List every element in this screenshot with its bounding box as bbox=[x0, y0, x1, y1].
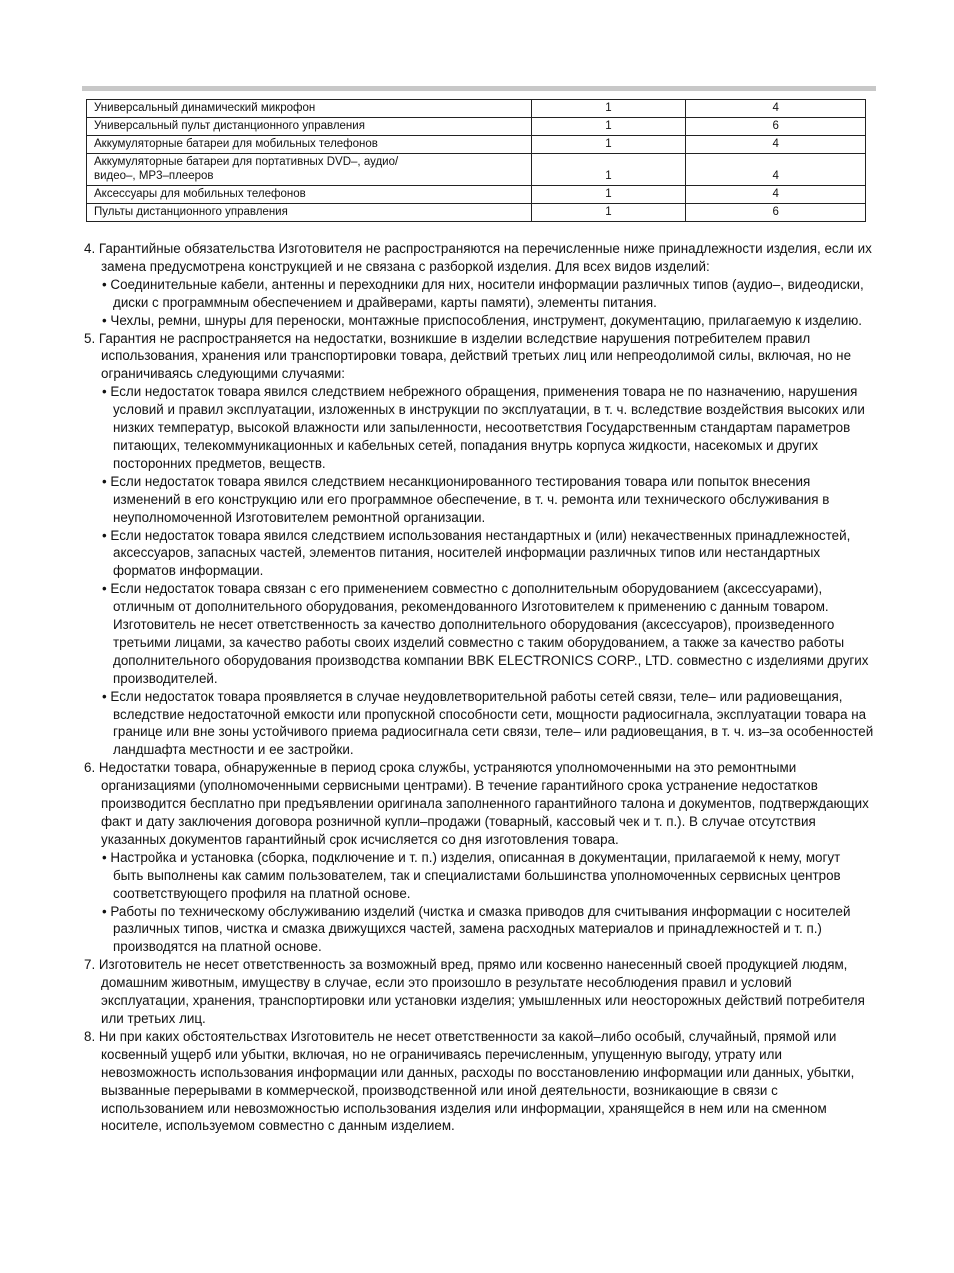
value-cell: 4 bbox=[686, 136, 866, 154]
clause-4-bullet: • Чехлы, ремни, шнуры для переноски, монтажные приспособления, инструмент, документацию, прилагаемую к изделию. bbox=[102, 312, 862, 328]
value-cell: 1 bbox=[531, 204, 686, 222]
value-cell: 1 bbox=[531, 136, 686, 154]
clause-6-bullet: • Работы по техническому обслуживанию изделий (чистка и смазка приводов для считывания информации с носителей различных типов, чистка и смазка движущихся частей, замена расходных материалов и принадлежностей и т. п.) производятся на платной основе. bbox=[102, 903, 851, 955]
clause-5-bullet: • Если недостаток товара проявляется в случае неудовлетворительной работы сетей связи, теле– или радиовещания, вследствие недостаточной емкости или пропускной способности сети, мощности радиосигнала, эксплуатации товара на границе или вне зоны устойчивого приема радиосигнала сети связи, теле– или радиовещания, в т. ч. из–за особенностей ландшафта местности и ее застройки. bbox=[102, 688, 874, 758]
clause-5: 5. Гарантия не распространяется на недостатки, возникшие в изделии вследствие нарушения потребителем правил использования, хранения или транспортировки товара, действий третьих лиц или непреодолимой силы, включая, но не ограничиваясь следующими случаями: bbox=[84, 330, 852, 382]
value-cell: 4 bbox=[686, 100, 866, 118]
clause-4: 4. Гарантийные обязательства Изготовителя не распространяются на перечисленные ниже принадлежности изделия, если их замена предусмотрена конструкцией и не связана с разборкой изделия. Для всех видов изделий: bbox=[84, 241, 872, 274]
clause-4-bullet: • Соединительные кабели, антенны и переходники для них, носители информации различных типов (аудио–, видеодиски, диски с программным обеспечением и драйверами, карты памяти), элементы питания. bbox=[102, 276, 864, 310]
warranty-terms bbox=[84, 240, 874, 1135]
item-name-cell: Аккумуляторные батареи для портативных DVD–, аудио/видео–, MP3–плееров bbox=[87, 154, 532, 186]
accessories-warranty-table bbox=[86, 99, 866, 222]
item-name-cell: Пульты дистанционного управления bbox=[87, 204, 532, 222]
table-row bbox=[87, 118, 866, 136]
value-cell: 6 bbox=[686, 118, 866, 136]
clause-7: 7. Изготовитель не несет ответственность за возможный вред, прямо или косвенно нанесенный своей продукцией людям, домашним животным, имуществу в случае, если это произошло в результате несоблюдения правил и условий эксплуатации, хранения, транспортировки или установки изделия; умышленных или неосторожных действий потребителя или третьих лиц. bbox=[84, 957, 865, 1026]
table-row bbox=[87, 186, 866, 204]
table-row bbox=[87, 154, 866, 186]
clause-5-bullet: • Если недостаток товара явился следствием небрежного обращения, применения товара не по назначению, нарушения условий и правил эксплуатации, изложенных в инструкции по эксплуатации, в т. ч. вследствие воздействия высоких или низких температур, высокой влажности или запыленности, несоответствия Государственным стандартам параметров питающих, телекоммуникационных и кабельных сетей, попадания внутрь корпуса жидкости, насекомых и других посторонних предметов, веществ. bbox=[102, 384, 865, 471]
top-divider bbox=[82, 86, 876, 91]
clause-5-bullet: • Если недостаток товара явился следствием использования нестандартных и (или) некачественных принадлежностей, аксессуаров, запасных частей, элементов питания, носителей информации различных типов или нестандартных форматов информации. bbox=[102, 527, 851, 579]
value-cell: 1 bbox=[531, 186, 686, 204]
table-row bbox=[87, 204, 866, 222]
value-cell: 6 bbox=[686, 204, 866, 222]
value-cell: 1 bbox=[531, 154, 686, 186]
item-name-cell: Универсальный пульт дистанционного управления bbox=[87, 118, 532, 136]
value-cell: 4 bbox=[686, 154, 866, 186]
value-cell: 4 bbox=[686, 186, 866, 204]
clause-5-bullet: • Если недостаток товара явился следствием несанкционированного тестирования товара или попыток внесения изменений в его конструкцию или его программное обеспечение, в т. ч. ремонта или технического обслуживания в неуполномоченной Изготовителем ремонтной организации. bbox=[102, 473, 830, 525]
clause-6: 6. Недостатки товара, обнаруженные в период срока службы, устраняются уполномоченными на это ремонтными организациями (уполномоченными сервисными центрами). В течение гарантийного срока устранение недостатков производится бесплатно при предъявлении оригинала заполненного гарантийного талона и документов, подтверждающих факт и дату заключения договора розничной купли–продажи (товарный, кассовый чек и т. п.). В случае отсутствия указанных документов гарантийный срок исчисляется со дня изготовления товара. bbox=[84, 760, 869, 847]
item-name-cell: Аксессуары для мобильных телефонов bbox=[87, 186, 532, 204]
value-cell: 1 bbox=[531, 100, 686, 118]
value-cell: 1 bbox=[531, 118, 686, 136]
item-name-cell: Универсальный динамический микрофон bbox=[87, 100, 532, 118]
table-row bbox=[87, 136, 866, 154]
item-name-cell: Аккумуляторные батареи для мобильных телефонов bbox=[87, 136, 532, 154]
clause-6-bullet: • Настройка и установка (сборка, подключение и т. п.) изделия, описанная в документации, прилагаемой к нему, могут быть выполнены как самим пользователем, так и специалистами большинства уполномоченных сервисных центров соответствующего профиля на платной основе. bbox=[102, 849, 841, 901]
table-row bbox=[87, 100, 866, 118]
clause-5-bullet: • Если недостаток товара связан с его применением совместно с дополнительным оборудованием (аксессуарами), отличным от дополнительного оборудования, рекомендованного Изготовителем к применению с данным товаром. Изготовитель не несет ответственность за качество дополнительного оборудования (аксессуаров), произведенного третьими лицами, за качество работы своих изделий совместно с таким оборудованием, а также за качество работы дополнительного оборудования производства компании BBK ELECTRONICS CORP., LTD. совместно с изделиями других производителей. bbox=[102, 581, 869, 686]
clause-8: 8. Ни при каких обстоятельствах Изготовитель не несет ответственности за какой–либо особый, случайный, прямой или косвенный ущерб или убытки, включая, но не ограничиваясь перечисленным, упущенную выгоду, утрату или невозможность использования информации или данных, расходы по восстановлению информации или данных, убытки, вызванные перерывами в коммерческой, производственной или иной деятельности, возникающие в связи с использованием или невозможностью использования изделия или информации, хранящейся в нем или на сменном носителе, используемом совместно с данным изделием. bbox=[84, 1028, 855, 1134]
